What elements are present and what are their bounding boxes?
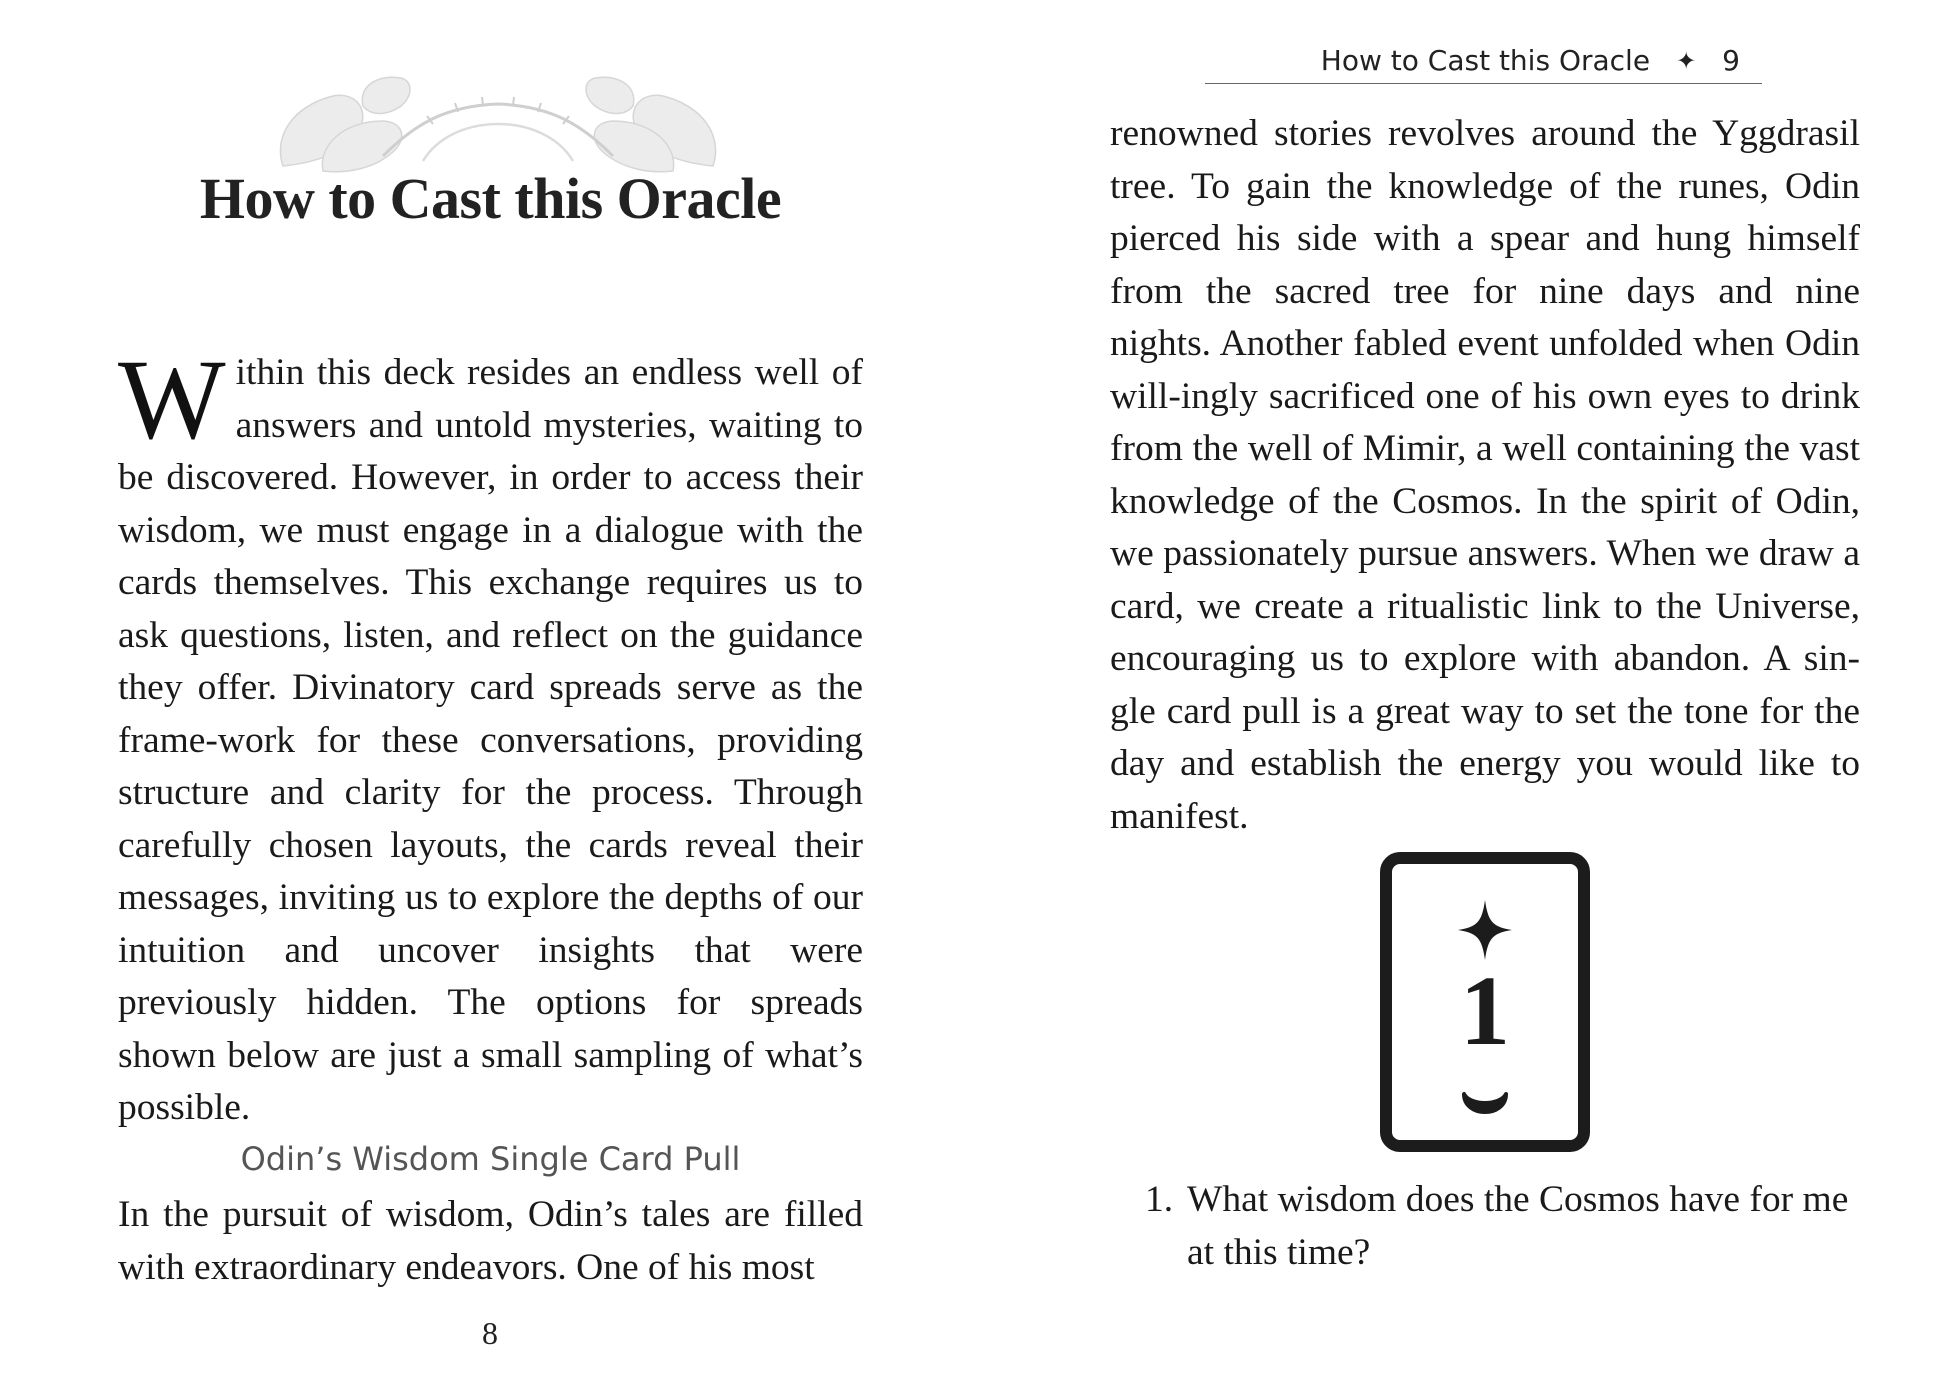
question-list: [1145, 1174, 1865, 1279]
intro-paragraph: [118, 336, 863, 1135]
list-item: [1145, 1174, 1865, 1279]
page-number-right: 9: [1722, 44, 1740, 77]
card-number: 1: [1460, 955, 1510, 1066]
section-paragraph: In the pursuit of wisdom, Odin’s tales are filled with extraordinary endeavors. One of his most: [118, 1194, 863, 1288]
single-card-diagram: [1380, 852, 1590, 1152]
running-head: [1205, 38, 1762, 84]
running-head-title: How to Cast this Oracle: [1320, 44, 1651, 77]
section-heading: Odin’s Wisdom Single Card Pull: [240, 1140, 741, 1178]
question-number: 1.: [1145, 1179, 1174, 1220]
drop-cap: W: [118, 336, 226, 463]
star-icon: ✦: [1676, 47, 1697, 75]
chapter-title: How to Cast this Oracle: [199, 166, 782, 231]
intro-text: ithin this deck resides an endless well of answers and untold mysteries, waiting to be discovered. However, in order to access their wisdom, we must engage in a dialogue with the cards themselves. This exchange requires us to ask questions, listen, and reflect on the guidance they offer. Divinatory card spreads serve as the frame-work for these conversations, providing structure and clarity for the process. Through carefully chosen layouts, the cards reveal their messages, inviting us to explore the depths of our intuition and uncover insights that were previously hidden. The options for spreads shown below are just a small sampling of what’s possible.: [118, 352, 863, 1128]
continued-paragraph: renowned stories revolves around the Yggdrasil tree. To gain the knowledge of the runes, Odin pierced his side with a spear and hung himself from the sacred tree for nine days and nine nights. Another fabled event unfolded when Odin will-ingly sacrificed one of his own eyes to drink from the well of Mimir, a well containing the vast knowledge of the Cosmos. In the spirit of Odin, we passionately pursue answers. When we draw a card, we create a ritualistic link to the Universe, encouraging us to explore with abandon. A sin-gle card pull is a great way to set the tone for the day and establish the energy you would like to manifest.: [1110, 113, 1860, 837]
page-number-left: 8: [482, 1315, 498, 1351]
leaf-vine-ornament-icon: [263, 66, 733, 174]
question-text: What wisdom does the Cosmos have for me at this time?: [1187, 1179, 1849, 1273]
